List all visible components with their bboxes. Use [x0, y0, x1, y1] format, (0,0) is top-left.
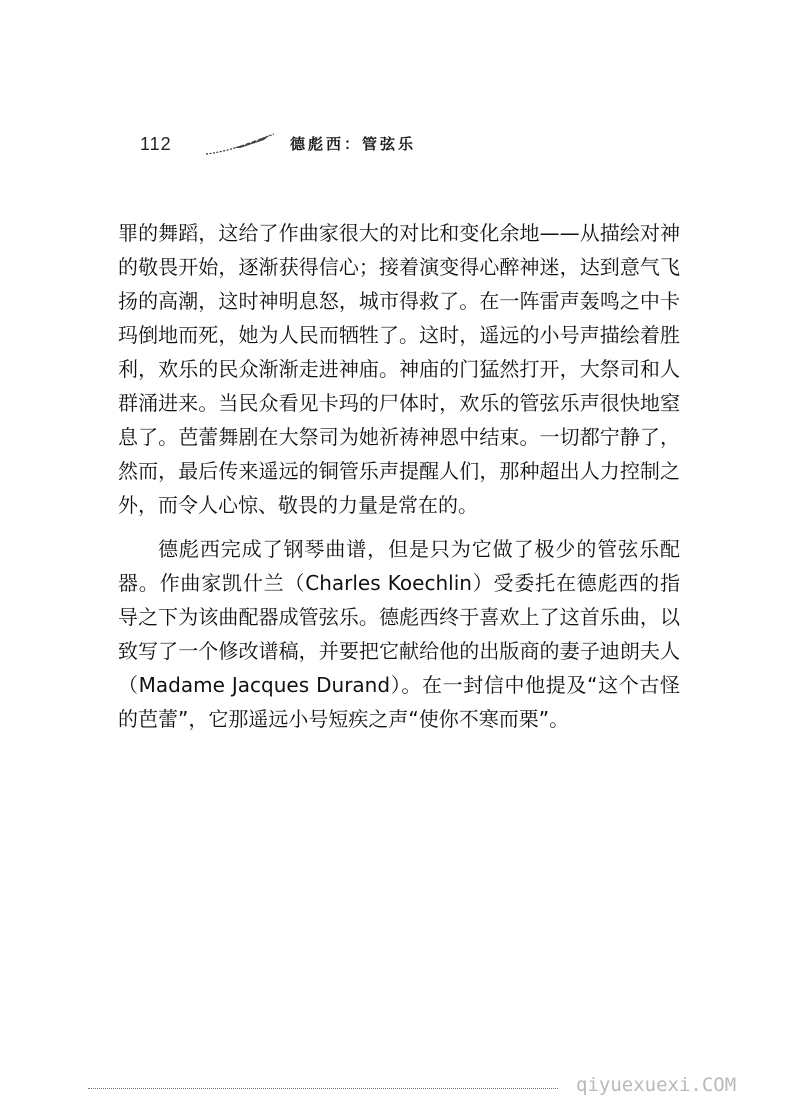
running-title: 德彪西：管弦乐 — [290, 135, 417, 153]
bottom-rule — [88, 1088, 558, 1089]
page-header — [140, 130, 660, 164]
watermark: qiyuexuexi.COM — [576, 1074, 737, 1096]
paragraph-2: 德彪西完成了钢琴曲谱，但是只为它做了极少的管弦乐配器。作曲家凯什兰（Charles Koechlin）受委托在德彪西的指导之下为该曲配器成管弦乐。德彪西终于喜欢上了这首乐曲，以致写了一个修改谱稿，并要把它献给他的出版商的妻子迪朗夫人（Madame Jacques Durand）。在一封信中他提及“这个古怪的芭蕾”，它那遥远小号短疾之声“使你不寒而栗”。 — [118, 537, 680, 731]
quill-ornament-icon — [204, 130, 276, 158]
page-number: 112 — [140, 134, 172, 154]
paragraph-1: 罪的舞蹈，这给了作曲家很大的对比和变化余地——从描绘对神的敬畏开始，逐渐获得信心；接着演变得心醉神迷，达到意气飞扬的高潮，这时神明息怒，城市得救了。在一阵雷声轰鸣之中卡玛倒地而死，她为人民而牺牲了。这时，遥远的小号声描绘着胜利，欢乐的民众渐渐走进神庙。神庙的门猛然打开，大祭司和人群涌进来。当民众看见卡玛的尸体时，欢乐的管弦乐声很快地窒息了。芭蕾舞剧在大祭司为她祈祷神恩中结束。一切都宁静了，然而，最后传来遥远的铜管乐声提醒人们，那种超出人力控制之外，而令人心惊、敬畏的力量是常在的。 — [118, 221, 680, 517]
body-text — [118, 216, 680, 736]
